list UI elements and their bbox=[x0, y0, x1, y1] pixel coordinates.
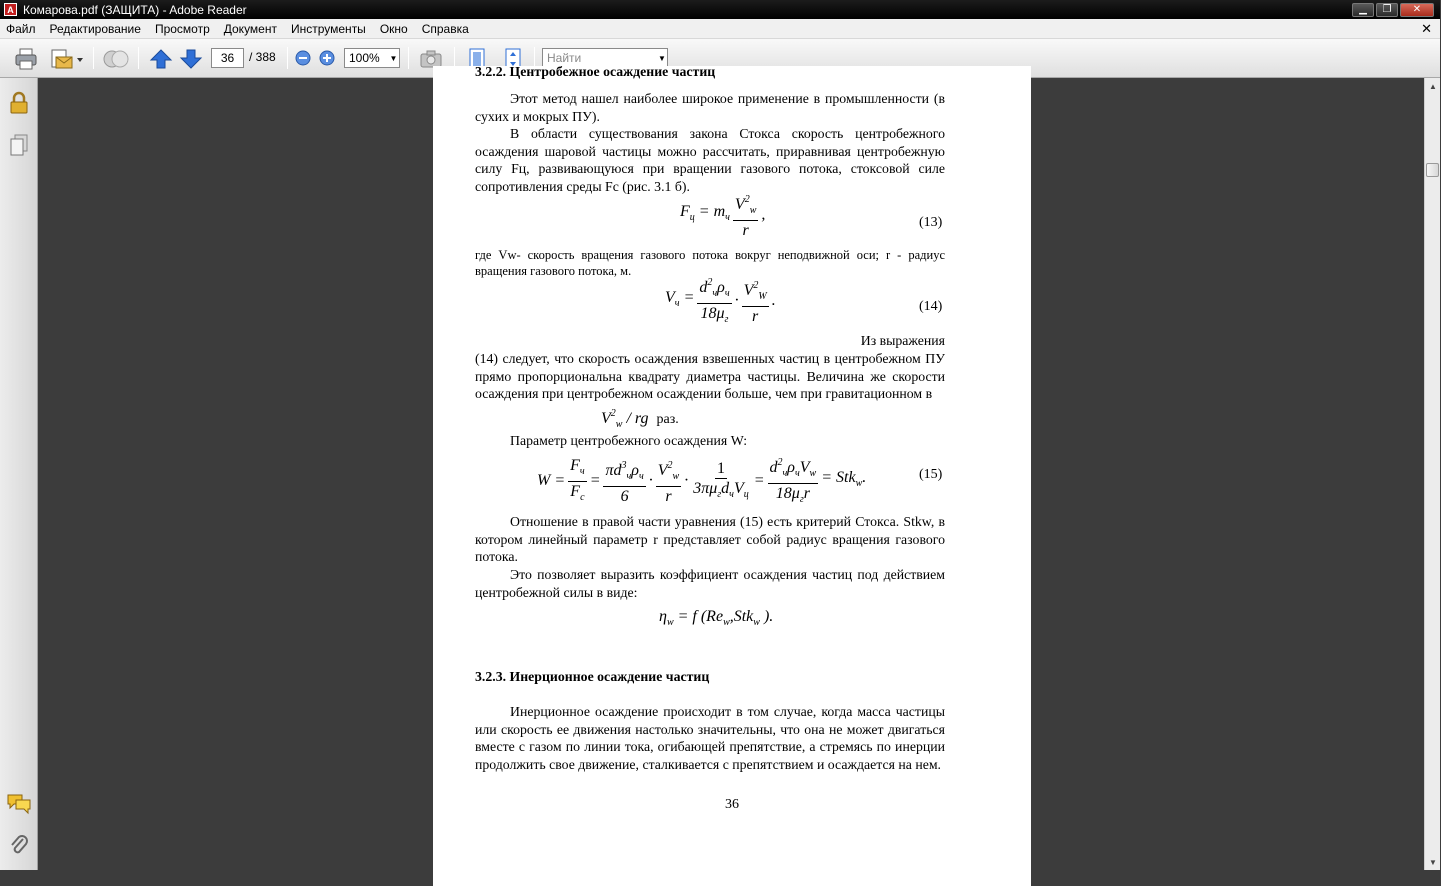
paragraph: Отношение в правой части уравнения (15) есть критерий Стокса. Stkw, в котором линейный параметр r представляет собой радиус вращения газового потока. bbox=[475, 514, 945, 565]
equation-15: W = $\frac{F_ч}{F_c}$ = $\frac{\pi d^3_ч\rho_ч}{6}$ · $\frac{V^2_w}{r}$ · $\frac{1}{3\pi\mu_гd_чV_ц}$ = $\frac{d^2_ч\rho_чV_w}{18\mu_гr}$ = Stk$_w$. bbox=[537, 453, 866, 509]
chevron-down-icon[interactable]: ▼ bbox=[658, 53, 666, 63]
menu-tools[interactable]: Инструменты bbox=[290, 21, 366, 36]
section-heading: 3.2.3. Инерционное осаждение частиц bbox=[475, 669, 710, 684]
equation-number: (14) bbox=[919, 299, 943, 314]
page-down-icon bbox=[180, 48, 202, 70]
equation-number: (13) bbox=[919, 215, 943, 230]
email-icon bbox=[49, 48, 85, 70]
menu-bar bbox=[0, 19, 1440, 39]
equation-number: (15) bbox=[919, 467, 943, 482]
title-bar bbox=[0, 0, 1440, 19]
zoom-out-button[interactable] bbox=[294, 49, 312, 67]
zoom-in-icon bbox=[319, 50, 335, 66]
menu-document[interactable]: Документ bbox=[223, 21, 277, 36]
partial-section-heading: 3.2.2. Центробежное осаждение частиц bbox=[475, 64, 716, 79]
close-window-button[interactable]: ✕ bbox=[1400, 3, 1434, 17]
email-button[interactable] bbox=[48, 47, 86, 71]
paragraph: (14) следует, что скорость осаждения взвешенных частиц в центробежном ПУ прямо пропорциональна квадрату диаметра частицы. Величина же скорости осаждения при центробежном осаждении больше, чем при гравитационном в bbox=[475, 351, 945, 402]
equation-13: $F_ц = m_ч$ $\frac{V^2_w}{r}$ , bbox=[680, 190, 765, 240]
menu-help[interactable]: Справка bbox=[421, 21, 469, 36]
menu-window[interactable]: Окно bbox=[379, 21, 408, 36]
attachment-icon bbox=[9, 834, 29, 856]
window-title: Комарова.pdf (ЗАЩИТА) - Adobe Reader bbox=[23, 2, 247, 17]
navigation-panel bbox=[0, 78, 38, 870]
restore-button[interactable]: ❐ bbox=[1376, 3, 1398, 17]
page-up-icon bbox=[150, 48, 172, 70]
paragraph-lead: Из выражения bbox=[860, 333, 945, 348]
paragraph: Параметр центробежного осаждения W: bbox=[510, 433, 748, 448]
paragraph-tail: раз. bbox=[656, 411, 679, 427]
pages-button[interactable] bbox=[8, 134, 30, 156]
scroll-down-arrow-icon[interactable]: ▼ bbox=[1429, 857, 1437, 867]
page-number: 36 bbox=[725, 797, 739, 812]
paragraph: Этот метод нашел наиболее широкое применение в промышленности (в сухих и мокрых ПУ). bbox=[475, 91, 945, 124]
zoom-out-icon bbox=[295, 50, 311, 66]
paragraph: Инерционное осаждение происходит в том случае, когда масса частицы или скорость ее движения настолько значительны, что она не может двигаться вместе с газом по линии тока, огибающей препятствие, а стремясь по инерции продолжить свое движение, сталкивается с препятствием и осаждается на нем. bbox=[475, 704, 945, 772]
adobe-reader-icon: A bbox=[4, 3, 17, 16]
equation-14: $V_ч$ = $\frac{d^2_ч\rho_ч}{18\mu_г}$ · $\frac{V^2_W}{r}$ . bbox=[665, 273, 776, 329]
minimize-button[interactable]: ▁ bbox=[1352, 3, 1374, 17]
pages-icon bbox=[9, 134, 29, 156]
page-total: / 388 bbox=[249, 50, 276, 64]
print-icon bbox=[14, 48, 38, 70]
chevron-down-icon[interactable]: ▼ bbox=[389, 53, 398, 63]
share-icon bbox=[103, 48, 129, 70]
scroll-thumb[interactable] bbox=[1426, 163, 1439, 177]
menu-view[interactable]: Просмотр bbox=[154, 21, 210, 36]
menu-edit[interactable]: Редактирование bbox=[49, 21, 141, 36]
zoom-level-select[interactable]: 100% bbox=[344, 48, 400, 68]
zoom-in-button[interactable] bbox=[318, 49, 336, 67]
attachments-button[interactable] bbox=[8, 834, 30, 856]
equation-eta: $\eta_w = f$ ($Re_w,Stk_w$ ). bbox=[659, 608, 774, 628]
lock-icon bbox=[9, 92, 29, 114]
scroll-up-arrow-icon[interactable]: ▲ bbox=[1429, 81, 1437, 91]
previous-page-button[interactable] bbox=[148, 47, 174, 71]
pdf-page bbox=[433, 66, 1031, 886]
share-button[interactable] bbox=[102, 47, 130, 71]
comments-button[interactable] bbox=[8, 792, 30, 814]
paragraph: В области существования закона Стокса скорость центробежного осаждения шаровой частицы можно рассчитать, приравнивая центробежную силу Fц, развивающуюся при вращении газового потока, стоксовой силе сопротивления среды Fс (рис. 3.1 б). bbox=[475, 126, 945, 194]
next-page-button[interactable] bbox=[178, 47, 204, 71]
security-button[interactable] bbox=[8, 92, 30, 114]
close-document-button[interactable]: ✕ bbox=[1421, 21, 1432, 36]
inline-formula: $V^2_w$ / rg раз. bbox=[601, 408, 679, 430]
paragraph: Это позволяет выразить коэффициент осаждения частиц под действием центробежной силы в виде: bbox=[475, 567, 945, 600]
menu-file[interactable]: Файл bbox=[6, 21, 36, 36]
find-input[interactable]: Найти bbox=[542, 48, 668, 68]
equation-caption: где Vw- скорость вращения газового потока вокруг неподвижной оси; r - радиус вращения газового потока, м. bbox=[475, 248, 945, 278]
print-button[interactable] bbox=[12, 47, 40, 71]
page-number-input[interactable]: 36 bbox=[211, 48, 244, 68]
document-view[interactable] bbox=[38, 64, 1424, 870]
vertical-scrollbar[interactable] bbox=[1424, 78, 1440, 870]
comments-icon bbox=[7, 793, 31, 813]
